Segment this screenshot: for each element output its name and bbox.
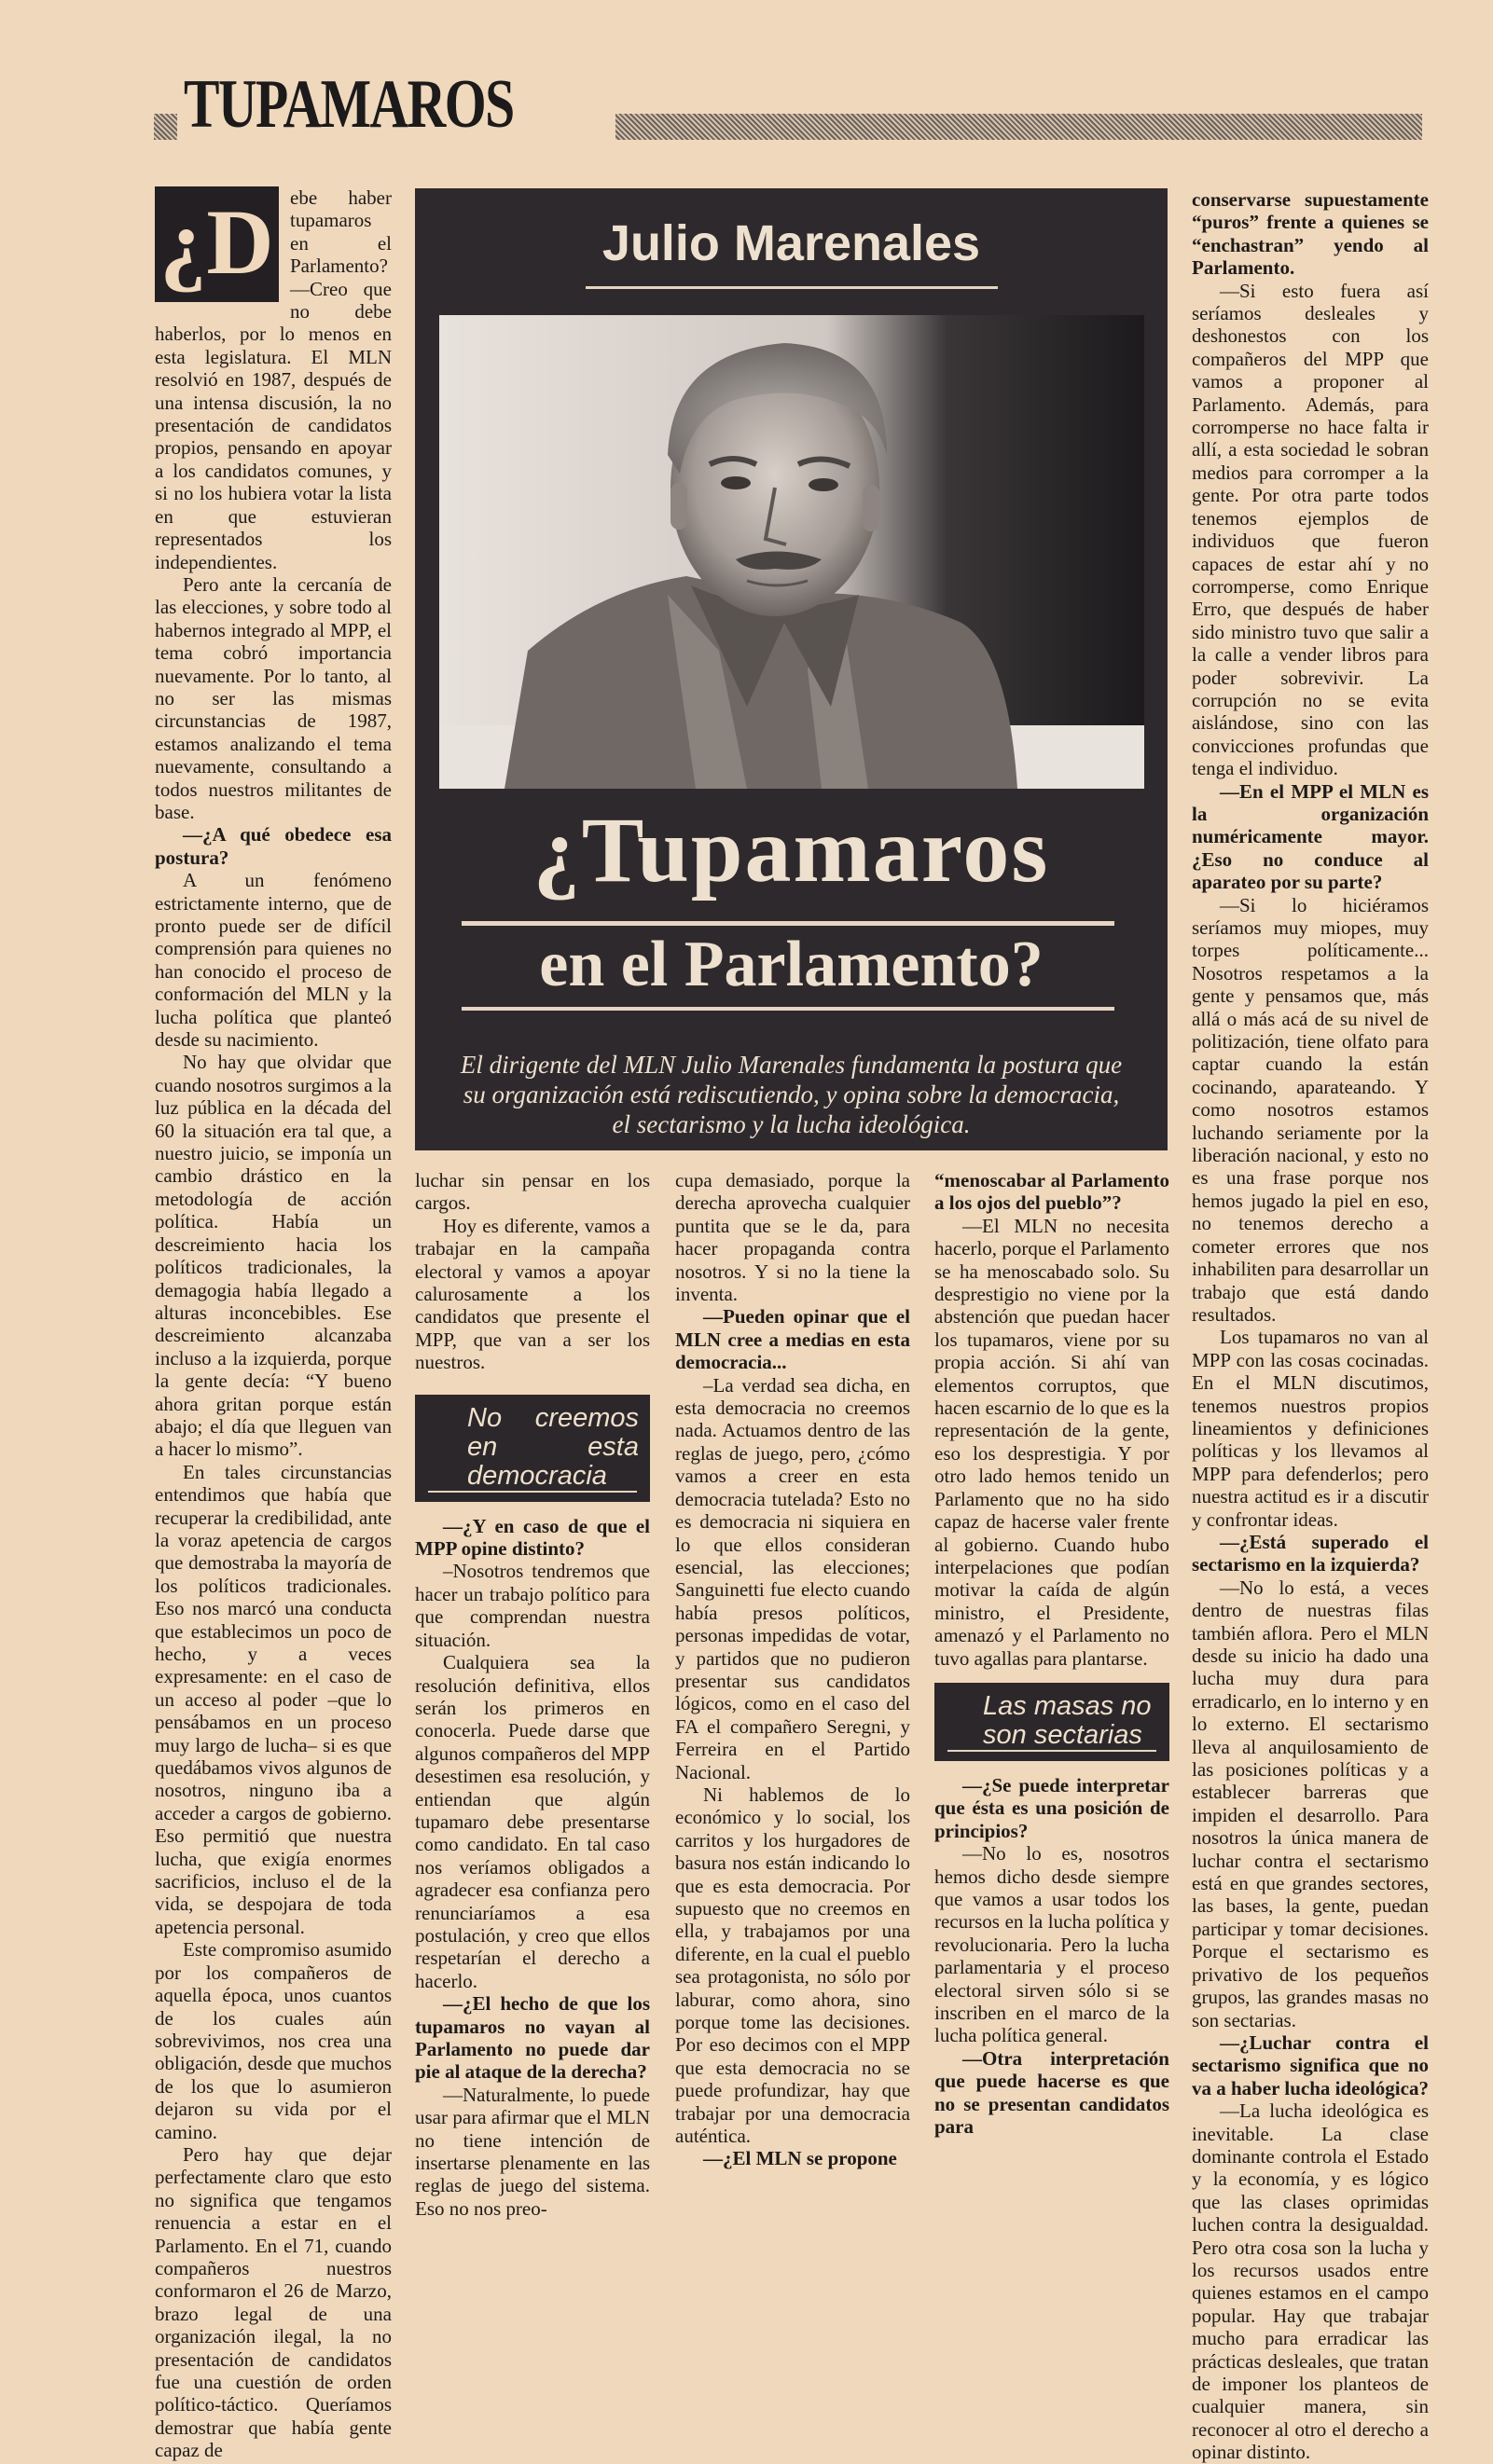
column-1 [155,186,392,2462]
paragraph: Pero hay que dejar perfectamente claro que esto no significa que tengamos renuencia a estar en el Parlamento. En el 71, cuando compañeros nuestros conformaron el 26 de Marzo, brazo legal de una organización ilegal, la no presentación de candidatos fue una cuestión de orden político-táctico. Queríamos demostrar que había gente capaz de [155,2142,392,2462]
paragraph: cupa demasiado, porque la derecha aprovecha cualquier puntita que se le da, para hacer propaganda contra nosotros. Y si no la tiene la inventa. [675,1169,910,1306]
feature-name: Julio Marenales [601,215,981,271]
paragraph: Hoy es diferente, vamos a trabajar en la campaña electoral y vamos a apoyar calurosamente a los candidatos que presente el MPP, que van a ser los nuestros. [415,1214,650,1374]
subhead-box [934,1683,1169,1761]
paragraph: —El MLN no necesita hacerlo, porque el Parlamento se ha menoscabado solo. Su desprestigio no viene por la abstención que puedan hacer los tupamaros, viene por su propia acción. Si ahí van elementos corruptos, que hacen escarnio de lo que es la representación de la gente, eso los desprestigia. Y por otro lado hemos tenido un Parlamento que no ha sido capaz de hacerse valer frente al gobierno. Cuando hubo interpelaciones que podían motivar la caída de algún ministro, el Presidente, amenazó y el Parlamento no tuvo agallas para plantarse. [934,1214,1169,1670]
question: —¿A qué obedece esa postura? [155,823,392,869]
column-2 [415,1169,650,2220]
paragraph: Los tupamaros no van al MPP con las cosas cocinadas. En el MLN discutimos, tenemos nuestros propios lineamientos y definiciones políticas y los llevamos al MPP para defenderlos; pero nuestra actitud es ir a discutir y confrontar ideas. [1192,1326,1429,1531]
paragraph: A un fenómeno estrictamente interno, que de pronto puede ser de difícil comprensión para quienes no han conocido el proceso de conformación del MLN y la lucha política que planteó desde su nacimiento. [155,869,392,1052]
column-5 [1192,188,1429,2464]
paragraph: Este compromiso asumido por los compañeros de aquella época, unos cuantos de los cuales aún sobrevivimos, nos crea una obligación, desde que muchos de los que lo asumieron dejaron su vida por el camino. [155,1938,392,2143]
paragraph: —Si lo hiciéramos seríamos muy miopes, muy torpes políticamente... Nosotros respetamos a la gente y pensamos que, más allá o más acá de su nivel de politización, tiene olfato para captar cuando la están cocinando, aparateando. Y como nosotros estamos luchando seriamente por la liberación nacional, y esto no es una frase porque nos hemos jugado la piel en eso, no tenemos derecho a cometer errores que nos inhabiliten para desarrollar un trabajo que está dando resultados. [1192,893,1429,1326]
subhead-text: Las masas no son sectarias [983,1690,1152,1750]
column-4 [934,1169,1169,2138]
lead-paragraph: ebe haber tupamaros en el Parlamento? —Creo que no debe haberlos, por lo menos en esta legislatura. El MLN resolvió en 1987, después de una intensa discusión, la no presentación de candidatos propios, pensando en apoyar a los candidatos comunes, y si no los hubiera votar la lista en que estuvieran representados los independientes. [155,186,392,573]
divider [462,921,1114,926]
question: —¿Luchar contra el sectarismo significa que no va a haber lucha ideológica? [1192,2030,1429,2099]
paragraph: Ni hablemos de lo económico y lo social, los carritos y los hurgadores de basura nos están indicando lo que es esta democracia. Por supuesto que no creemos en ella, y trabajamos por una diferente, en la cual el pueblo sea protagonista, no sólo por laburar, como ahora, sino porque tome las decisiones. Por eso decimos con el MPP que esta democracia no se puede profundizar, hay que trabajar por una democracia auténtica. [675,1783,910,2148]
question: —En el MPP el MLN es la organización numéricamente mayor. ¿Eso no conduce al aparateo por su parte? [1192,779,1429,894]
question: conservarse supuestamente “puros” frente a quienes se “enchastran” yendo al Parlamento. [1192,188,1429,280]
paragraph: —No lo está, a veces dentro de nuestras filas también aflora. Pero el MLN desde su inicio ha dado una lucha muy dura para erradicarlo, en lo interno y en lo externo. El sectarismo lleva al anquilosamiento de las posiciones políticas y a establecer barreras que impiden el desarrollo. Para nosotros la única manera de luchar contra el sectarismo está en que grandes sectores, las bases, la gente, puedan participar y tomar decisiones. Porque el sectarismo es privativo de los pequeños grupos, las grandes masas no son sectarias. [1192,1576,1429,2031]
section-title: TUPAMAROS [184,66,514,143]
column-3 [675,1169,910,2170]
question: —Otra interpretación que puede hacerse es que no se presentan candidatos para [934,2046,1169,2139]
question: —¿Está superado el sectarismo en la izquierda? [1192,1530,1429,1576]
drop-cap: ¿D [155,186,279,302]
question: —¿El MLN se propone [703,2147,897,2170]
question: —¿El hecho de que los tupamaros no vayan al Parlamento no puede dar pie al ataque de la derecha? [415,1992,650,2084]
question: —Pueden opinar que el MLN cree a medias en esta democracia... [675,1305,910,1374]
paragraph: En tales circunstancias entendimos que había que recuperar la credibilidad, ante la voraz apetencia de cargos que demostraba la mayoría de los políticos tradicionales. Eso nos marcó una conducta que establecimos un poco de hecho, y a veces expresamente: en el caso de un acceso al poder –que lo pensábamos en un proceso muy largo de lucha– si es que quedábamos vivos algunos de nosotros, ninguno iba a acceder a cargos de gobierno. Eso permitió que nuestra lucha, que exigía enormes sacrificios, incluso el de la vida, se despojara de toda apetencia personal. [155,1460,392,1938]
headline-line-2: en el Parlamento? [539,929,1044,1000]
feature-box [415,188,1168,1150]
paragraph: luchar sin pensar en los cargos. [415,1169,650,1215]
question: “menoscabar al Parlamento a los ojos del pueblo”? [934,1169,1169,1215]
section-header [154,65,1422,144]
portrait-image [439,315,1144,789]
divider [586,286,998,289]
feature-subtitle: El dirigente del MLN Julio Marenales fundamenta la postura que su organización está rediscutiendo, y opina sobre la democracia, el sectarismo y la lucha ideológica. [460,1051,1123,1138]
subhead-text: No creemos en esta democracia [467,1402,639,1491]
question: —¿Se puede interpretar que ésta es una posición de principios? [934,1773,1169,1842]
divider [462,1007,1114,1011]
paragraph: –La verdad sea dicha, en esta democracia no creemos nada. Actuamos dentro de las reglas de juego, pero, ¿cómo vamos a creer en esta democracia tutelada? Esto no es democracia ni siquiera en lo que ellos consideran esencial, las elecciones; Sanguinetti fue electo cuando había presos políticos, personas impedidas de votar, y partidos que no pudieron presentar sus candidatos lógicos, como en el caso del FA el compañero Seregni, y Ferreira en el Partido Nacional. [675,1373,910,1783]
paragraph: –Nosotros tendremos que hacer un trabajo político para que comprendan nuestra situación. [415,1560,650,1651]
subhead-box [415,1395,650,1502]
paragraph: Cualquiera sea la resolución definitiva, ellos serán los primeros en conocerla. Puede darse que algunos compañeros del MPP desestimen esa resolución, y entiendan que algún tupamaro debe presentarse como candidato. En tal caso nos veríamos obligados a agradecer esa confianza pero renunciaríamos a esa postulación, y creo que ellos respetarían el derecho a hacerlo. [415,1651,650,1992]
paragraph: No hay que olvidar que cuando nosotros surgimos a la luz pública en la década del 60 la situación era tal que, a nuestro juicio, se imponía un cambio drástico en la metodología de acción política. Había un descreimiento hacia los políticos tradicionales, la demagogia había llegado a alturas inconcebibles. Ese descreimiento alcanzaba incluso a la izquierda, porque la gente decía: “Y bueno ahora gritan porque están abajo; el día que lleguen van a hacer lo mismo”. [155,1051,392,1461]
paragraph: —Naturalmente, lo puede usar para afirmar que el MLN no tiene intención de insertarse plenamente en las reglas de juego del sistema. Eso no nos preo- [415,2083,650,2220]
paragraph: Pero ante la cercanía de las elecciones, y sobre todo al habernos integrado al MPP, el tema cobró importancia nuevamente. Por lo tanto, al no ser las mismas circunstancias de 1987, estamos analizando el tema nuevamente, consultando a todos nuestros militantes de base. [155,572,392,823]
question: —¿Y en caso de que el MPP opine distinto? [415,1514,650,1561]
portrait-photo [439,315,1144,789]
headline-line-1: ¿Tupamaros [532,798,1050,902]
paragraph: —Si esto fuera así seríamos desleales y deshonestos con los compañeros del MPP que vamos a proponer al Parlamento. Además, para corromperse no hace falta ir allí, a esta sociedad le sobran medios para corromper a la gente. Por otra parte todos tenemos ejemplos de individuos que fueron capaces de estar ahí y no corromperse, como Enrique Erro, que después de haber sido ministro tuvo que salir a la calle a vender libros para poder sobrevivir. La corrupción no se evita aislándose, sino con las convicciones profundas que tenga el individuo. [1192,279,1429,780]
paragraph: —No lo es, nosotros hemos dicho desde siempre que vamos a usar todos los recursos en la lucha política y revolucionaria. Pero la lucha parlamentaria y el proceso electoral sirven sólo si se inscriben en el marco de la lucha política general. [934,1842,1169,2047]
paragraph: —La lucha ideológica es inevitable. La clase dominante controla el Estado y la economía, y es lógico que las clases oprimidas luchen contra la desigualdad. Pero otra cosa son la lucha y los recursos usados entre quienes estamos en el campo popular. Hay que trabajar mucho para erradicar las prácticas desleales, que tratan de imponer los planteos de cualquier manera, sin reconocer al otro el derecho a opinar distinto. [1192,2099,1429,2464]
